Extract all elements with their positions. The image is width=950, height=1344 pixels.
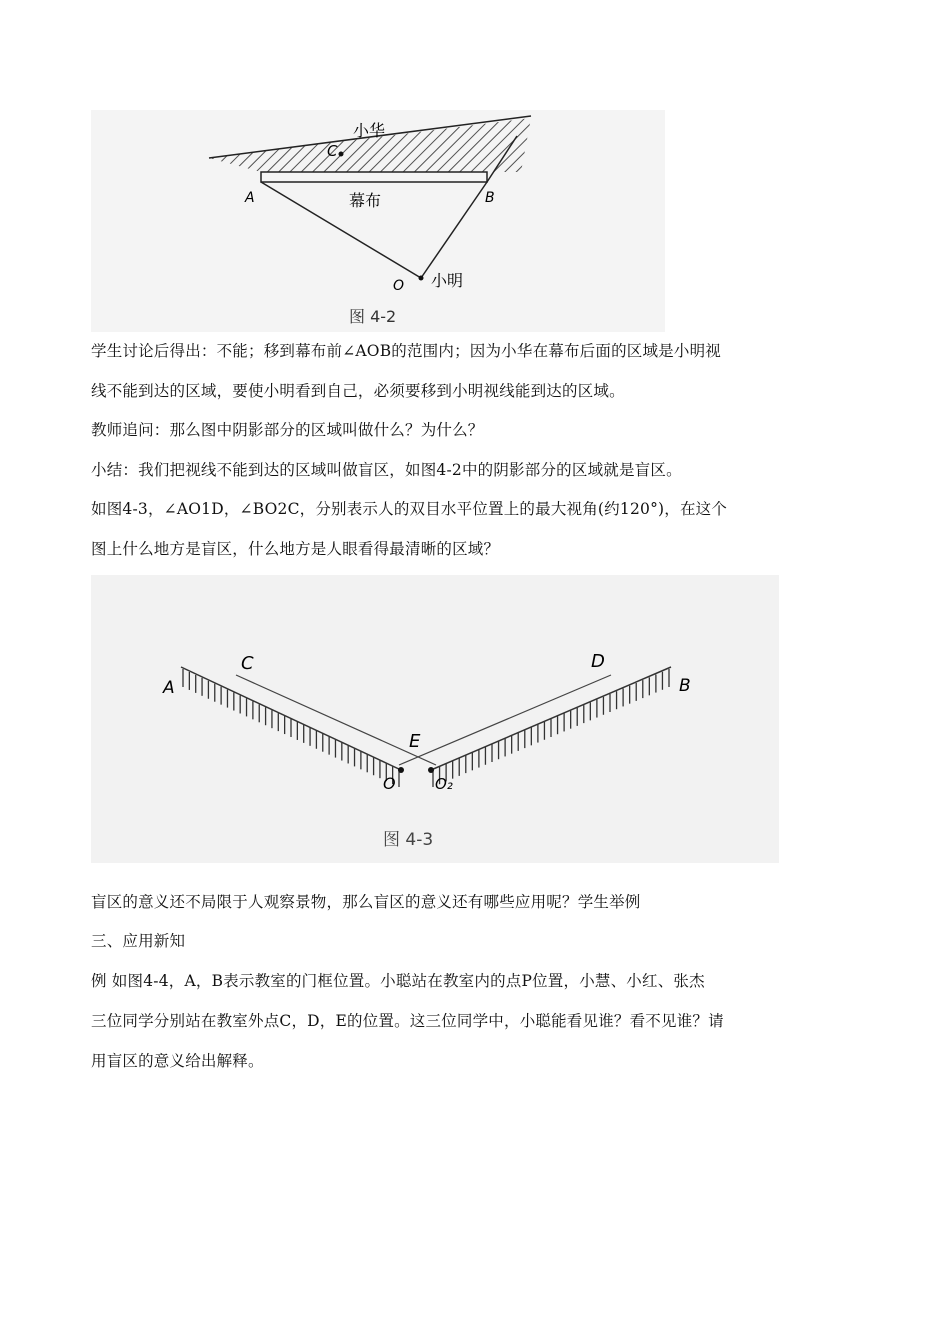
right-view-boundary bbox=[431, 667, 671, 770]
label-xiaoming: 小明 bbox=[431, 271, 464, 290]
figure-4-2-caption: 图 4-2 bbox=[349, 307, 397, 326]
label-a: A bbox=[245, 190, 255, 206]
paragraph-5: 盲区的意义还不局限于人观察景物，那么盲区的意义还有哪些应用呢？学生举例 bbox=[91, 893, 641, 911]
label-b: B bbox=[679, 676, 691, 696]
label-c: C bbox=[327, 142, 338, 160]
paragraph-1-line-2: 线不能到达的区域，要使小明看到自己，必须要移到小明视线能到达的区域。 bbox=[91, 382, 625, 400]
figure-4-3-caption: 图 4-3 bbox=[383, 830, 434, 850]
point-o2 bbox=[428, 767, 434, 773]
left-blind-hatching bbox=[183, 669, 399, 787]
label-o: O bbox=[393, 278, 405, 294]
label-o2: O₂ bbox=[435, 775, 453, 793]
point-o1 bbox=[398, 767, 404, 773]
paragraph-2: 教师追问：那么图中阴影部分的区域叫做什么？为什么？ bbox=[91, 421, 484, 439]
sight-line-oa bbox=[261, 182, 421, 278]
label-xiaohua: 小华 bbox=[353, 121, 386, 140]
label-c: C bbox=[241, 653, 254, 674]
figure-4-3-diagram bbox=[91, 575, 779, 863]
label-d: D bbox=[591, 651, 605, 672]
figure-4-3 bbox=[91, 575, 779, 863]
label-o1: O bbox=[383, 774, 396, 793]
label-a: A bbox=[163, 678, 175, 698]
example-line-3: 用盲区的意义给出解释。 bbox=[91, 1052, 264, 1070]
figure-4-2 bbox=[91, 110, 665, 332]
paragraph-4-line-2: 图上什么地方是盲区，什么地方是人眼看得最清晰的区域？ bbox=[91, 540, 500, 558]
example-line-2: 三位同学分别站在教室外点C，D，E的位置。这三位同学中，小聪能看见谁？看不见谁？请 bbox=[91, 1012, 724, 1030]
section-heading-apply: 三、应用新知 bbox=[91, 932, 186, 950]
label-b: B bbox=[485, 190, 495, 206]
paragraph-1-line-1: 学生讨论后得出：不能；移到幕布前∠AOB的范围内；因为小华在幕布后面的区域是小明视 bbox=[91, 342, 721, 360]
figure-4-2-diagram bbox=[91, 110, 665, 332]
point-c bbox=[339, 152, 344, 157]
point-o bbox=[419, 276, 424, 281]
left-view-boundary bbox=[181, 667, 401, 770]
example-line-1: 例 如图4-4，A，B表示教室的门框位置。小聪站在教室内的点P位置，小慧、小红、张杰 bbox=[91, 972, 705, 990]
right-blind-hatching bbox=[433, 669, 669, 787]
paragraph-4-line-1: 如图4-3，∠AO1D，∠BO2C，分别表示人的双目水平位置上的最大视角(约120°)，在这个 bbox=[91, 500, 728, 518]
screen-rect bbox=[261, 172, 487, 182]
label-screen: 幕布 bbox=[349, 191, 382, 210]
label-e: E bbox=[409, 731, 421, 752]
paragraph-3: 小结：我们把视线不能到达的区域叫做盲区，如图4-2中的阴影部分的区域就是盲区。 bbox=[91, 461, 682, 479]
sight-line-ob bbox=[421, 182, 487, 278]
